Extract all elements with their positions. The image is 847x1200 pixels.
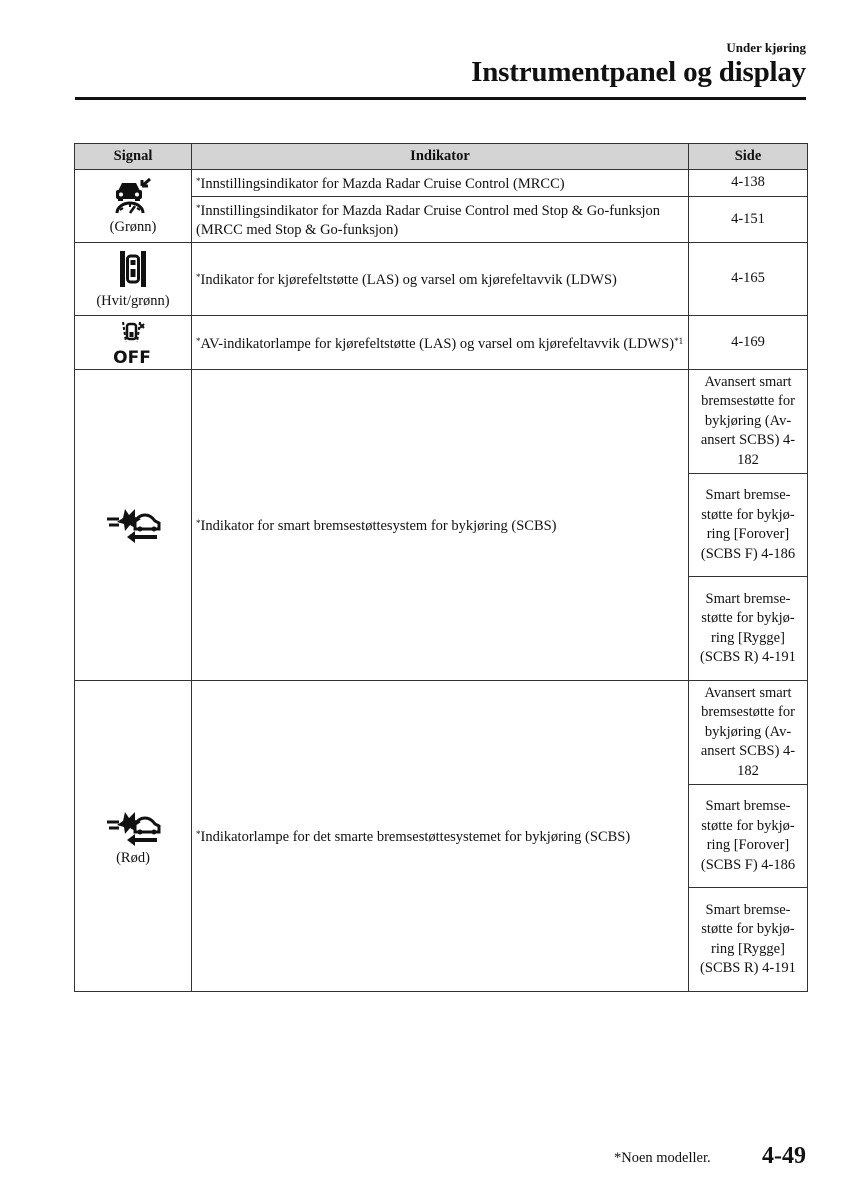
side-entry: Smart bremse-støtte for bykjø-ring [Rygge] (SCBS R) 4-191 xyxy=(700,590,796,666)
side-cell: 4-169 xyxy=(689,316,808,370)
section-name: Under kjøring xyxy=(726,40,806,55)
side-cell: 4-151 xyxy=(689,197,808,243)
table-row xyxy=(75,170,808,197)
side-entry: Avansert smart bremsestøtte for bykjøring (Av-ansert SCBS) 4-182 xyxy=(689,681,807,785)
side-cell xyxy=(689,370,808,681)
signal-cell xyxy=(75,316,192,370)
svg-text:OFF: OFF xyxy=(113,347,151,366)
signal-color-label: (Rød) xyxy=(116,849,150,866)
scbs-icon xyxy=(105,503,161,543)
signal-color-label: (Hvit/grønn) xyxy=(96,292,170,309)
indicator-table xyxy=(74,143,808,992)
page-title: Instrumentpanel og display xyxy=(471,56,806,88)
lane-keep-icon xyxy=(118,249,148,289)
side-entry: Avansert smart bremsestøtte for bykjøring (Av-ansert SCBS) 4-182 xyxy=(689,370,807,474)
table-row xyxy=(75,681,808,992)
table-row xyxy=(75,370,808,681)
header-divider xyxy=(75,97,806,100)
signal-cell xyxy=(75,370,192,681)
indicator-cell: *Innstillingsindikator for Mazda Radar Cruise Control (MRCC) xyxy=(192,170,689,197)
side-cell: 4-138 xyxy=(689,170,808,197)
indicator-cell: *Indikator for smart bremsestøttesystem for bykjøring (SCBS) xyxy=(192,370,689,681)
indicator-cell: *Indikatorlampe for det smarte bremsestøttesystemet for bykjøring (SCBS) xyxy=(192,681,689,992)
side-cell xyxy=(689,681,808,992)
indicator-cell: *Innstillingsindikator for Mazda Radar Cruise Control med Stop & Go-funksjon (MRCC med Stop & Go-funksjon) xyxy=(192,197,689,243)
signal-cell xyxy=(75,170,192,243)
signal-cell xyxy=(75,243,192,316)
footnote: *Noen modeller. xyxy=(614,1150,711,1166)
side-entry: Smart bremse-støtte for bykjø-ring [Forover] (SCBS F) 4-186 xyxy=(689,474,807,578)
indicator-cell: *AV-indikatorlampe for kjørefeltstøtte (LAS) og varsel om kjørefeltavvik (LDWS)$^{*1}$ xyxy=(192,316,689,370)
table-row xyxy=(75,243,808,316)
side-entry: Smart bremse-støtte for bykjø-ring [Rygge] (SCBS R) 4-191 xyxy=(700,901,796,977)
side-cell: 4-165 xyxy=(689,243,808,316)
signal-color-label: (Grønn) xyxy=(109,218,157,235)
lane-keep-off-icon xyxy=(113,320,153,366)
table-header-row xyxy=(75,144,808,170)
side-entry: Smart bremse-støtte for bykjø-ring [Forover] (SCBS F) 4-186 xyxy=(689,785,807,889)
indicator-cell: *Indikator for kjørefeltstøtte (LAS) og varsel om kjørefeltavvik (LDWS) xyxy=(192,243,689,316)
column-header-indicator: Indikator xyxy=(192,144,689,170)
table-row xyxy=(75,316,808,370)
scbs-red-icon xyxy=(105,806,161,846)
page-number: 4-49 xyxy=(762,1143,806,1169)
signal-cell xyxy=(75,681,192,992)
column-header-side: Side xyxy=(689,144,808,170)
mrcc-icon xyxy=(112,177,154,215)
column-header-signal: Signal xyxy=(75,144,192,170)
